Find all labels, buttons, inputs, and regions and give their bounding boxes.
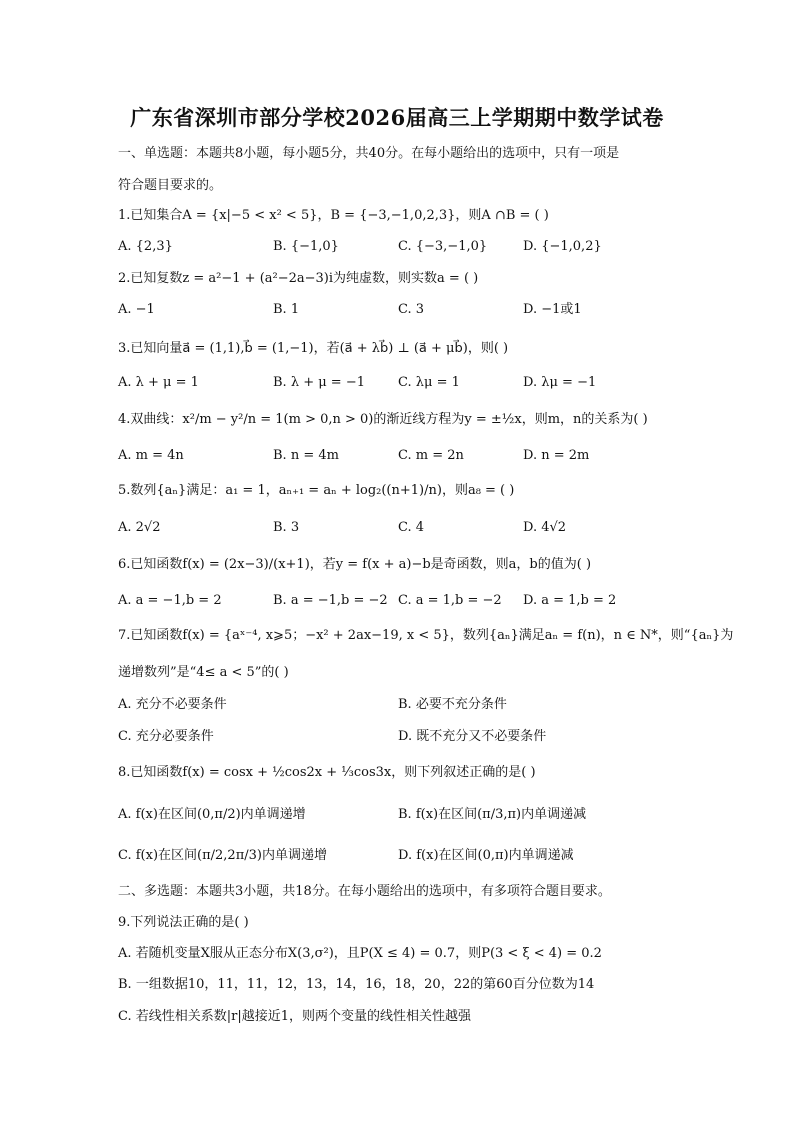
q1-option-b: B. {−1,0} (273, 239, 339, 254)
q5-option-d: D. 4√2 (523, 520, 567, 535)
q6-option-a: A. a = −1,b = 2 (118, 593, 222, 608)
page-title: 广东省深圳市部分学校2026届高三上学期期中数学试卷 (130, 105, 664, 130)
q2-option-d: D. −1或1 (523, 302, 582, 317)
q2-option-b: B. 1 (273, 302, 300, 317)
q8-stem: 8.已知函数f(x) = cosx + ½cos2x + ⅓cos3x，则下列叙述正确的是( ) (118, 765, 536, 780)
q8-option-d: D. f(x)在区间(0,π)内单调递减 (398, 848, 574, 863)
q8-option-b: B. f(x)在区间(π/3,π)内单调递减 (398, 807, 587, 822)
q7-option-c: C. 充分必要条件 (118, 729, 214, 744)
q9-option-a: A. 若随机变量X服从正态分布X(3,σ²)，且P(X ≤ 4) = 0.7，则P(3 < ξ < 4) = 0.2 (118, 946, 602, 961)
q9-stem: 9.下列说法正确的是( ) (118, 915, 249, 930)
q3-stem: 3.已知向量a⃗ = (1,1),b⃗ = (1,−1)，若(a⃗ + λb⃗) ⊥ (a⃗ + μb⃗)，则( ) (118, 341, 509, 356)
q4-option-b: B. n = 4m (273, 448, 339, 463)
q3-option-d: D. λμ = −1 (523, 375, 597, 390)
q2-stem: 2.已知复数z = a²−1 + (a²−2a−3)i为纯虚数，则实数a = ( ) (118, 271, 479, 286)
q6-option-c: C. a = 1,b = −2 (398, 593, 502, 608)
q8-option-a: A. f(x)在区间(0,π/2)内单调递增 (118, 807, 306, 822)
section1-header: 一、单选题：本题共8小题，每小题5分，共40分。在每小题给出的选项中，只有一项是 (118, 146, 620, 161)
q5-stem: 5.数列{aₙ}满足：a₁ = 1，aₙ₊₁ = aₙ + log₂((n+1)/n)，则a₈ = ( ) (118, 483, 515, 498)
q4-option-a: A. m = 4n (118, 448, 184, 463)
section2-header: 二、多选题：本题共3小题，共18分。在每小题给出的选项中，有多项符合题目要求。 (118, 884, 611, 899)
q3-option-c: C. λμ = 1 (398, 375, 460, 390)
q9-option-b: B. 一组数据10，11，11，12，13，14，16，18，20，22的第60百分位数为14 (118, 977, 595, 992)
q7-option-b: B. 必要不充分条件 (398, 697, 507, 712)
q5-option-b: B. 3 (273, 520, 300, 535)
q6-option-b: B. a = −1,b = −2 (273, 593, 388, 608)
q2-option-a: A. −1 (118, 302, 155, 317)
q3-option-b: B. λ + μ = −1 (273, 375, 365, 390)
q5-option-a: A. 2√2 (118, 520, 161, 535)
q2-option-c: C. 3 (398, 302, 425, 317)
q7-stem-cont: 递增数列”是“4≤ a < 5”的( ) (118, 665, 289, 680)
q4-stem: 4.双曲线：x²/m − y²/n = 1(m > 0,n > 0)的渐近线方程为y = ±½x，则m，n的关系为( ) (118, 412, 648, 427)
q6-stem: 6.已知函数f(x) = (2x−3)/(x+1)，若y = f(x + a)−b是奇函数，则a，b的值为( ) (118, 557, 592, 572)
q3-option-a: A. λ + μ = 1 (118, 375, 199, 390)
q4-option-d: D. n = 2m (523, 448, 590, 463)
q7-option-d: D. 既不充分又不必要条件 (398, 729, 547, 744)
q1-option-d: D. {−1,0,2} (523, 239, 602, 254)
q6-option-d: D. a = 1,b = 2 (523, 593, 617, 608)
q7-option-a: A. 充分不必要条件 (118, 697, 227, 712)
q9-option-c: C. 若线性相关系数|r|越接近1，则两个变量的线性相关性越强 (118, 1009, 471, 1024)
q1-stem: 1.已知集合A = {x|−5 < x² < 5}，B = {−3,−1,0,2,3}，则A ∩B = ( ) (118, 208, 549, 223)
q8-option-c: C. f(x)在区间(π/2,2π/3)内单调递增 (118, 848, 327, 863)
q5-option-c: C. 4 (398, 520, 425, 535)
q4-option-c: C. m = 2n (398, 448, 464, 463)
q7-stem: 7.已知函数f(x) = {aˣ⁻⁴, x⩾5；−x² + 2ax−19, x < 5}，数列{aₙ}满足aₙ = f(n)，n ∈ N*，则“{aₙ}为 (118, 628, 734, 643)
section1-header-cont: 符合题目要求的。 (118, 178, 223, 193)
q1-option-a: A. {2,3} (118, 239, 173, 254)
q1-option-c: C. {−3,−1,0} (398, 239, 488, 254)
